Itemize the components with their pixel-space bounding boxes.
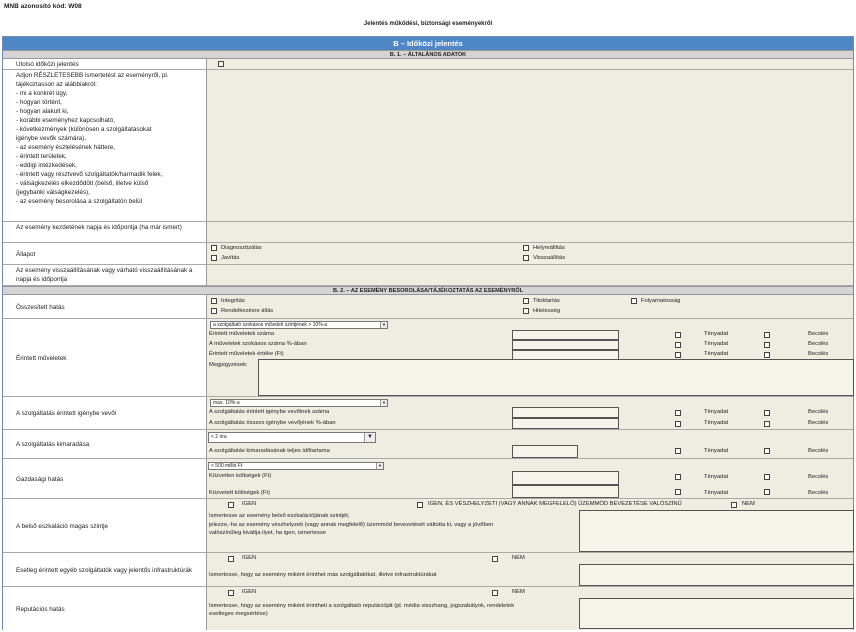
chevron-down-icon: ▼: [376, 463, 383, 469]
other-no-checkbox[interactable]: [492, 556, 498, 562]
fact-label: Tényadat: [704, 351, 729, 357]
confidential-label: Titoktartás: [533, 298, 560, 304]
users-select[interactable]: max. 10%-a ▼: [210, 399, 388, 407]
ops-value-label: Érintett műveletek értéke (Ft): [209, 351, 284, 357]
row-overall: [3, 295, 853, 319]
escalation-textarea[interactable]: [579, 510, 854, 552]
row-escalation: [3, 499, 853, 553]
indirect-cost-input[interactable]: [512, 485, 619, 498]
downtime-label: A szolgáltatás kimaradása: [3, 430, 207, 458]
row-restore-date: [3, 265, 853, 286]
row-economic: [3, 459, 853, 499]
fact-label: Tényadat: [704, 341, 729, 347]
restore-date-field[interactable]: [207, 265, 853, 285]
ops-value-fact-checkbox[interactable]: [675, 352, 681, 358]
form-frame: [2, 36, 854, 630]
users-percent-fact-checkbox[interactable]: [675, 421, 681, 427]
estimate-label: Becslés: [808, 331, 829, 337]
fact-label: Tényadat: [704, 331, 729, 337]
chevron-down-icon: ▼: [380, 322, 387, 328]
row-downtime: [3, 430, 853, 459]
ops-percent-input[interactable]: [512, 340, 619, 350]
row-details: [3, 70, 853, 222]
status-restore-checkbox[interactable]: [523, 245, 529, 251]
restore-date-label: Az esemény visszaállításának vagy várható visszaállításának a napja és időpontja: [3, 265, 207, 285]
ops-value-est-checkbox[interactable]: [764, 352, 770, 358]
users-count-fact-checkbox[interactable]: [675, 410, 681, 416]
downtime-fact-checkbox[interactable]: [675, 448, 681, 454]
status-revert-checkbox[interactable]: [523, 255, 529, 261]
estimate-label: Becslés: [808, 490, 829, 496]
reputation-label: Reputációs hatás: [3, 587, 207, 630]
escalation-yes2-checkbox[interactable]: [417, 502, 423, 508]
report-title: Jelentés működési, biztonsági eseményekről: [363, 21, 493, 27]
status-fix-checkbox[interactable]: [211, 255, 217, 261]
direct-cost-label: Közvetlen költségek (Ft): [209, 473, 272, 479]
direct-est-checkbox[interactable]: [764, 474, 770, 480]
section-b1-header: B. 1. – ÁLTALÁNOS ADATOK: [3, 50, 853, 59]
fact-label: Tényadat: [704, 474, 729, 480]
status-diag-checkbox[interactable]: [211, 245, 217, 251]
ops-percent-label: A műveletek szokásos száma %-ában: [209, 341, 307, 347]
users-count-input[interactable]: [512, 407, 619, 418]
row-other-providers: [3, 553, 853, 587]
status-restore-label: Helyreállítás: [533, 245, 565, 251]
downtime-select[interactable]: < 2 óra ▼: [208, 432, 376, 443]
chevron-down-icon: ▼: [380, 400, 387, 406]
rep-yes-label: IGEN: [242, 589, 257, 595]
users-percent-label: A szolgáltatás összes igénybe vevőjének %-ában: [209, 420, 336, 426]
direct-cost-input[interactable]: [512, 471, 619, 485]
rep-textarea[interactable]: [579, 598, 854, 629]
rep-desc-2: esetleges megsértése): [209, 611, 268, 617]
fact-label: Tényadat: [704, 490, 729, 496]
rep-no-label: NEM: [512, 589, 525, 595]
row-last-report: [3, 59, 853, 70]
other-no-label: NEM: [512, 555, 525, 561]
downtime-total-label: A szolgáltatás kimaradásának teljes időtartama: [209, 448, 330, 454]
direct-fact-checkbox[interactable]: [675, 474, 681, 480]
overall-label: Összesített hatás: [3, 295, 207, 318]
status-diag-label: Diagnosztizálás: [221, 245, 262, 251]
users-percent-input[interactable]: [512, 418, 619, 429]
downtime-total-input[interactable]: [512, 445, 578, 458]
ops-percent-fact-checkbox[interactable]: [675, 342, 681, 348]
operations-select[interactable]: a szolgáltató szokásos műveleti szintjének > 10%-a ▼: [210, 321, 388, 329]
users-count-est-checkbox[interactable]: [764, 410, 770, 416]
rep-yes-checkbox[interactable]: [228, 590, 234, 596]
row-status: [3, 243, 853, 265]
row-reputation: [3, 587, 853, 630]
users-count-label: A szolgáltatás érintett igénybe vevőinek száma: [209, 409, 330, 415]
operations-label: Érintett műveletek: [3, 319, 207, 396]
indirect-fact-checkbox[interactable]: [675, 489, 681, 495]
fact-label: Tényadat: [704, 409, 729, 415]
economic-label: Gazdasági hatás: [3, 459, 207, 498]
last-report-checkbox[interactable]: [218, 61, 224, 67]
economic-select[interactable]: < 500 millió Ft ▼: [208, 462, 384, 470]
status-fix-label: Javítás: [221, 255, 240, 261]
estimate-label: Becslés: [808, 474, 829, 480]
ops-count-label: Érintett műveletek száma: [209, 331, 275, 337]
escalation-desc-1: Ismertesse az esemény belső eszkalációjának szintjét,: [209, 513, 350, 519]
rep-no-checkbox[interactable]: [492, 590, 498, 596]
downtime-est-checkbox[interactable]: [764, 448, 770, 454]
fact-label: Tényadat: [704, 420, 729, 426]
authenticity-checkbox[interactable]: [523, 308, 529, 314]
rep-desc-1: Ismertesse, hogy az esemény miként érintheti a szolgáltató reputációját (pl. média visszhang, jogszabályok, rendeletek: [209, 603, 515, 609]
ops-count-fact-checkbox[interactable]: [675, 332, 681, 338]
estimate-label: Becslés: [808, 420, 829, 426]
estimate-label: Becslés: [808, 351, 829, 357]
escalation-desc-2: jelezze,-ha az esemény vészhelyzeti (vagy annak megfelelő) üzemmód bevezetését váltotta ki, vagy a jövőben: [209, 522, 494, 528]
details-textarea[interactable]: [207, 70, 853, 221]
indirect-cost-label: Közvetett költségek (Ft): [209, 490, 270, 496]
chevron-down-icon: ▼: [364, 433, 375, 442]
ops-note-label: Megjegyzések:: [209, 362, 248, 368]
escalation-desc-3: valószínűleg kiváltja ilyet, ha igen, ismertesse: [209, 530, 326, 536]
ops-count-est-checkbox[interactable]: [764, 332, 770, 338]
mnb-code: MNB azonosító kód: W08: [4, 3, 82, 10]
row-start-date: [3, 222, 853, 243]
estimate-label: Becslés: [808, 341, 829, 347]
details-label: Adjon RÉSZLETESEBB ismertetést az eseményről, pl. tájékoztasson az alábbiakról: - mi a konkrét ügy, - hogyan történt, - hogyan alakult ki, - korábbi eseményhez kapcsolható, - következmények (különösen a szolgáltatásokat igénybe vevők számára), - az esemény észlelésének háttere, - érintett területek, - eddigi intézkedések, - érintett vagy résztvevő szolgáltatók/harmadik felek, - válságkezelés elkezdődött (belső, illetve külső (jegybanki válságkezelés), - az esemény besorolása a szolgáltatón belül: [3, 70, 207, 221]
row-operations: [3, 319, 853, 397]
escalation-yes2-label: IGEN, ÉS VÉSZHELYZETI (VAGY ANNAK MEGFELELŐ) ÜZEMMÓD BEVEZETÉSE VALÓSZÍNŰ: [428, 501, 682, 507]
status-revert-label: Visszaállítás: [533, 255, 566, 261]
continuity-checkbox[interactable]: [631, 298, 637, 304]
row-users: [3, 397, 853, 430]
estimate-label: Becslés: [808, 448, 829, 454]
escalation-yes-checkbox[interactable]: [228, 502, 234, 508]
indirect-est-checkbox[interactable]: [764, 489, 770, 495]
ops-count-input[interactable]: [512, 330, 619, 340]
escalation-label: A belső eszkaláció magas szintje: [3, 499, 207, 552]
other-textarea[interactable]: [579, 564, 854, 586]
section-band: B – Időközi jelentés: [3, 37, 853, 50]
last-report-label: Utolsó időközi jelentés: [3, 59, 207, 69]
fact-label: Tényadat: [704, 448, 729, 454]
availability-checkbox[interactable]: [211, 308, 217, 314]
escalation-no-label: NEM: [742, 501, 755, 507]
other-providers-label: Esetleg érintett egyéb szolgáltatók vagy jelentős infrastruktúrák: [3, 553, 207, 586]
section-b2-header: B. 2. – AZ ESEMÉNY BESOROLÁSA/TÁJÉKOZTATÁS AZ ESEMÉNYRŐL: [3, 286, 853, 295]
integrity-label: Integritás: [221, 298, 245, 304]
other-yes-checkbox[interactable]: [228, 556, 234, 562]
status-label: Állapot: [3, 243, 207, 264]
escalation-yes-label: IGEN: [242, 501, 257, 507]
escalation-no-checkbox[interactable]: [731, 502, 737, 508]
start-date-label: Az esemény kezdetének napja és időpontja (ha már ismert): [3, 222, 207, 242]
ops-percent-est-checkbox[interactable]: [764, 342, 770, 348]
confidential-checkbox[interactable]: [523, 298, 529, 304]
other-desc: Ismertesse, hogy az esemény miként érinthet más szolgáltatókat, illetve infrastruktúrákat: [209, 572, 437, 578]
ops-note-textarea[interactable]: [258, 359, 854, 396]
integrity-checkbox[interactable]: [211, 298, 217, 304]
start-date-field[interactable]: [207, 222, 853, 242]
continuity-label: Folyamatosság: [641, 298, 681, 304]
users-label: A szolgáltatás érintett igénybe vevői: [3, 397, 207, 429]
users-percent-est-checkbox[interactable]: [764, 421, 770, 427]
estimate-label: Becslés: [808, 409, 829, 415]
authenticity-label: Hitelesség: [533, 308, 561, 314]
availability-label: Rendelkezésre állás: [221, 308, 274, 314]
other-yes-label: IGEN: [242, 555, 257, 561]
